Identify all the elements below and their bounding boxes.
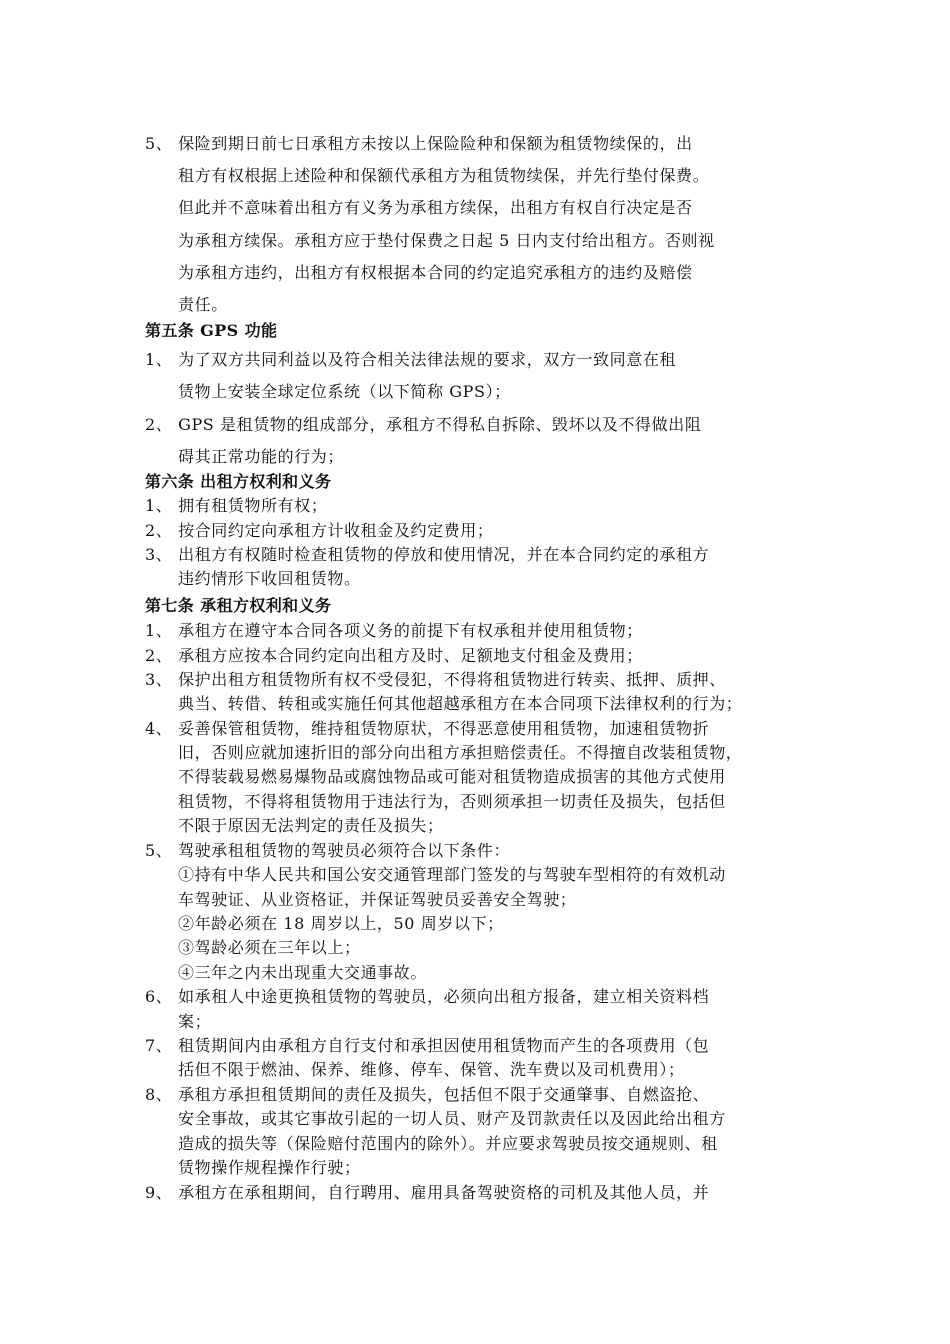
driver-condition-3: ③驾龄必须在三年以上；	[178, 938, 361, 957]
driver-condition-1-line-2: 车驾驶证、从业资格证，并保证驾驶员妥善安全驾驶；	[178, 890, 577, 909]
article-5-item-1-line-1: 1、 为了双方共同利益以及符合相关法律法规的要求，双方一致同意在租	[145, 350, 677, 369]
article-6-item-2: 2、 按合同约定向承租方计收租金及约定费用；	[145, 521, 494, 540]
article-7-item-8-line-3: 造成的损失等（保险赔付范围内的除外）。并应要求驾驶员按交通规则、租	[178, 1134, 718, 1153]
clause-item-5-line-5: 为承租方违约，出租方有权根据本合同的约定追究承租方的违约及赔偿	[178, 263, 693, 282]
article-7-heading: 第七条 承租方权利和义务	[145, 596, 332, 615]
article-7-item-7-line-2: 括但不限于燃油、保养、维修、停车、保管、洗车费以及司机费用）；	[178, 1060, 685, 1079]
article-7-item-8-line-1: 8、 承租方承担租赁期间的责任及损失，包括但不限于交通肇事、自燃盗抢、	[145, 1085, 710, 1104]
article-6-heading: 第六条 出租方权利和义务	[145, 472, 332, 491]
clause-item-5-line-2: 租方有权根据上述险种和保额代承租方为租赁物续保，并先行垫付保费。	[178, 166, 710, 185]
article-7-item-4-line-1: 4、 妥善保管租赁物，维持租赁物原状，不得恶意使用租赁物，加速租赁物折	[145, 719, 710, 738]
article-6-item-3-line-1: 3、 出租方有权随时检查租赁物的停放和使用情况，并在本合同约定的承租方	[145, 545, 710, 564]
article-7-item-4-line-5: 不限于原因无法判定的责任及损失；	[178, 816, 444, 835]
article-7-item-3-line-1: 3、 保护出租方租赁物所有权不受侵犯，不得将租赁物进行转卖、抵押、质押、	[145, 670, 726, 689]
article-7-item-2: 2、 承租方应按本合同约定向出租方及时、足额地支付租金及费用；	[145, 646, 643, 665]
clause-item-5-line-4: 为承租方续保。承租方应于垫付保费之日起 5 日内支付给出租方。否则视	[178, 231, 715, 250]
article-7-item-9-line-1: 9、 承租方在承租期间，自行聘用、雇用具备驾驶资格的司机及其他人员，并	[145, 1183, 710, 1202]
article-5-item-2-line-1: 2、 GPS 是租赁物的组成部分，承租方不得私自拆除、毁坏以及不得做出阻	[145, 415, 702, 434]
article-7-item-5: 5、 驾驶承租租赁物的驾驶员必须符合以下条件：	[145, 841, 511, 860]
clause-item-5-line-6: 责任。	[178, 295, 228, 314]
article-7-item-6-line-1: 6、 如承租人中途更换租赁物的驾驶员，必须向出租方报备，建立相关资料档	[145, 987, 710, 1006]
article-5-item-2-line-2: 碍其正常功能的行为；	[178, 447, 345, 466]
driver-condition-2: ②年龄必须在 18 周岁以上，50 周岁以下；	[178, 914, 504, 933]
article-5-heading: 第五条 GPS 功能	[145, 321, 278, 340]
article-7-item-8-line-4: 赁物操作规程操作行驶；	[178, 1158, 361, 1177]
article-7-item-7-line-1: 7、 租赁期间内由承租方自行支付和承担因使用租赁物而产生的各项费用（包	[145, 1036, 710, 1055]
clause-item-5-line-1: 5、 保险到期日前七日承租方未按以上保险险种和保额为租赁物续保的，出	[145, 134, 693, 153]
driver-condition-4: ④三年之内未出现重大交通事故。	[178, 963, 428, 982]
article-6-item-1: 1、 拥有租赁物所有权；	[145, 496, 328, 515]
article-7-item-6-line-2: 案；	[178, 1012, 212, 1031]
article-6-item-3-line-2: 违约情形下收回租赁物。	[178, 569, 361, 588]
driver-condition-1-line-1: ①持有中华人民共和国公安交通管理部门签发的与驾驶车型相符的有效机动	[178, 865, 726, 884]
article-5-item-1-line-2: 赁物上安装全球定位系统（以下简称 GPS）；	[178, 382, 511, 401]
article-7-item-8-line-2: 安全事故，或其它事故引起的一切人员、财产及罚款责任以及因此给出租方	[178, 1109, 726, 1128]
article-7-item-4-line-3: 不得装载易燃易爆物品或腐蚀物品或可能对租赁物造成损害的其他方式使用	[178, 767, 726, 786]
article-7-item-4-line-2: 旧，否则应就加速折旧的部分向出租方承担赔偿责任。不得擅自改装租赁物，	[178, 743, 743, 762]
article-7-item-1: 1、 承租方在遵守本合同各项义务的前提下有权承租并使用租赁物；	[145, 621, 643, 640]
article-7-item-4-line-4: 租赁物，不得将租赁物用于违法行为，否则须承担一切责任及损失，包括但	[178, 792, 726, 811]
article-7-item-3-line-2: 典当、转借、转租或实施任何其他超越承租方在本合同项下法律权利的行为；	[178, 694, 743, 713]
clause-item-5-line-3: 但此并不意味着出租方有义务为承租方续保，出租方有权自行决定是否	[178, 198, 693, 217]
